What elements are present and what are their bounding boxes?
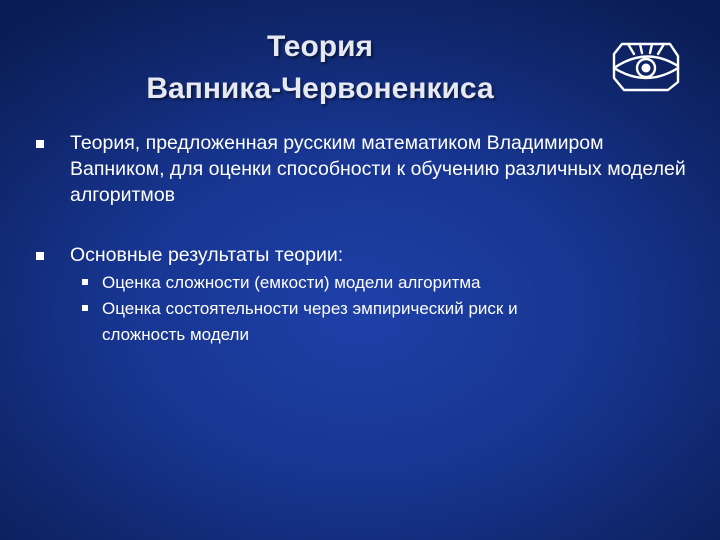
bullet-item	[36, 130, 696, 208]
title-line-2: Вапника-Червоненкиса	[146, 72, 494, 105]
square-bullet-icon	[36, 252, 44, 260]
title-line-1: Теория	[266, 30, 374, 63]
square-bullet-icon	[82, 305, 88, 311]
square-bullet-icon	[36, 140, 44, 148]
sub-bullet-text: Оценка состоятельности через эмпирический риск и сложность модели	[102, 299, 518, 344]
sub-bullet-item	[70, 270, 602, 296]
slide-title	[60, 26, 580, 110]
square-bullet-icon	[82, 279, 88, 285]
bullet-text: Теория, предложенная русским математиком Владимиром Вапником, для оценки способности к обучению различных моделей алгоритмов	[70, 132, 686, 206]
sub-bullet-list	[70, 270, 696, 348]
eye-logo-icon	[608, 38, 684, 96]
sub-bullet-text: Оценка сложности (емкости) модели алгоритма	[102, 273, 481, 292]
bullet-text: Основные результаты теории:	[70, 244, 344, 266]
bullet-list	[36, 130, 696, 348]
sub-bullet-item	[70, 296, 602, 348]
bullet-item	[36, 242, 696, 348]
